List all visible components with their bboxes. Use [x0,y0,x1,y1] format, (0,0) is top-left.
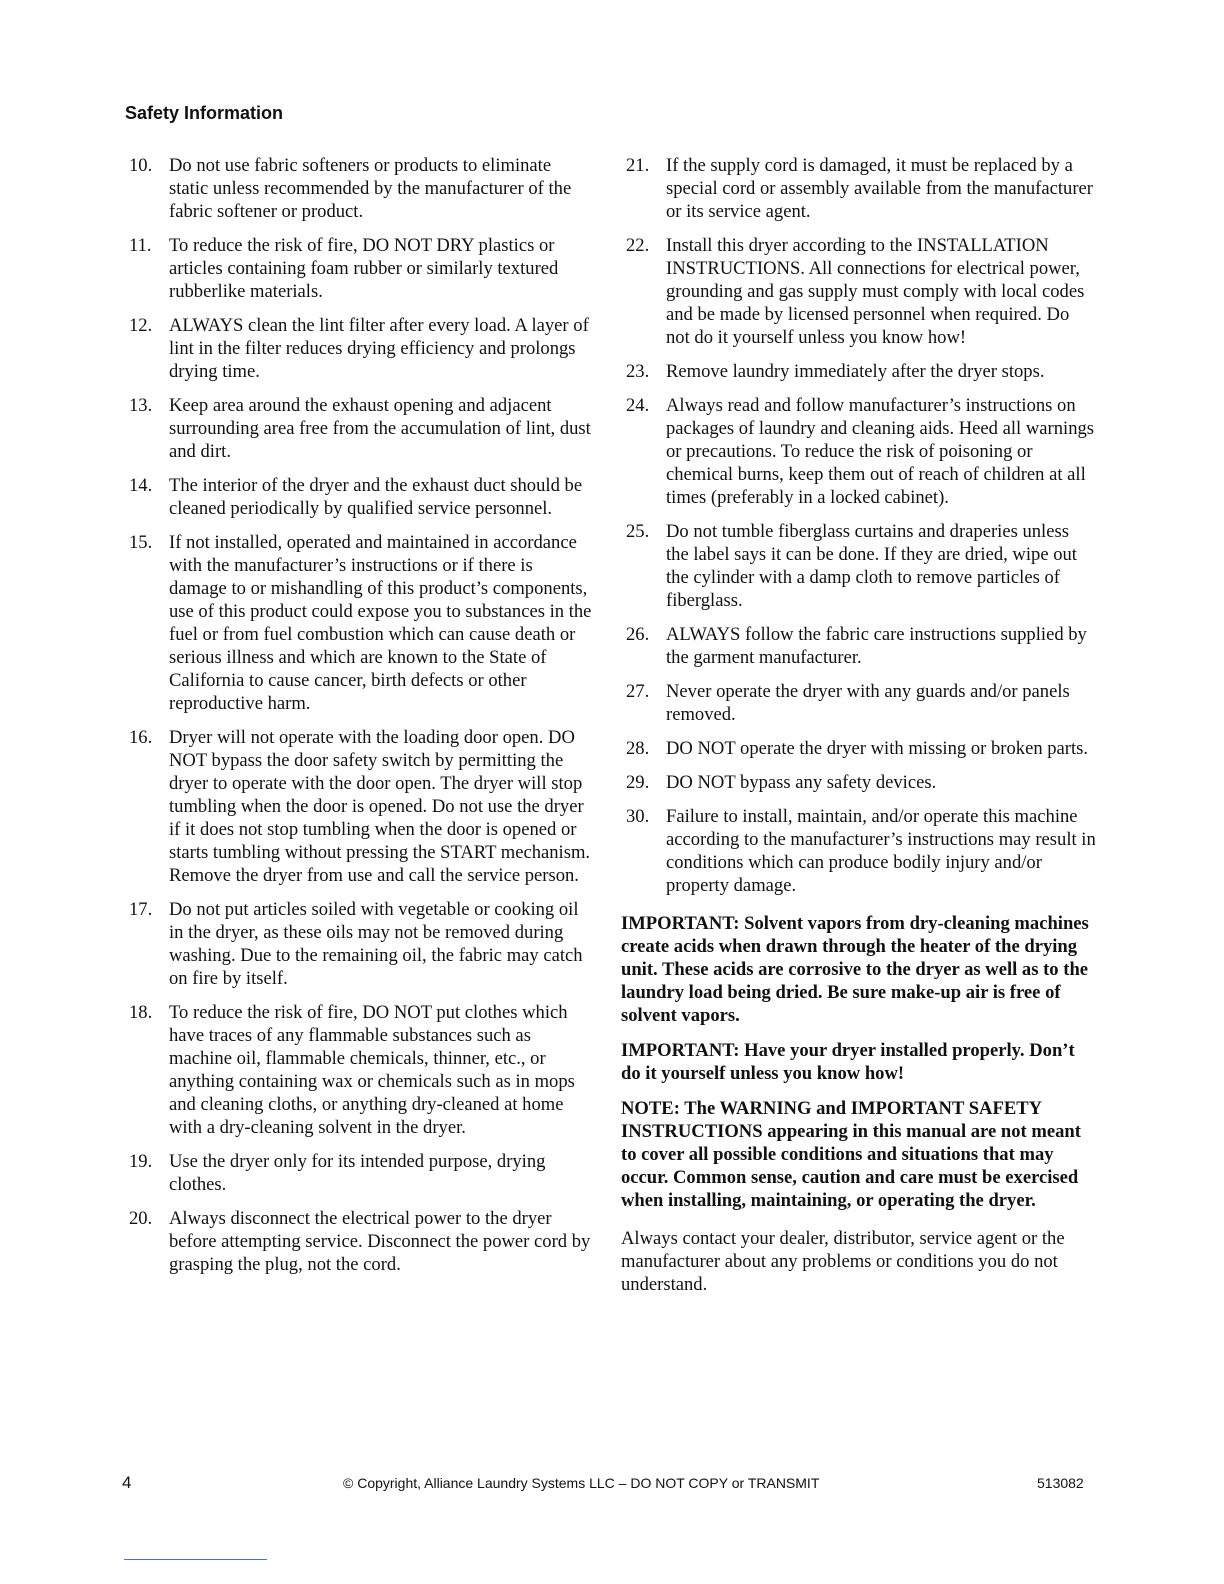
list-item [124,726,594,887]
item-number: 10. [129,155,153,176]
item-number: 24. [626,395,650,416]
item-number: 11. [129,235,152,256]
item-number: 30. [626,806,650,827]
list-item [124,531,594,715]
page-number: 4 [122,1473,132,1492]
item-number: 16. [129,727,153,748]
item-number: 14. [129,475,153,496]
document-number: 513082 [1037,1475,1084,1491]
item-text: Failure to install, maintain, and/or operate this machine according to the manufacturer’s instructions may result in conditions which can produce bodily injury and/or property damage. [666,806,1096,896]
item-number: 13. [129,395,153,416]
item-text: Use the dryer only for its intended purpose, drying clothes. [169,1151,546,1195]
item-number: 26. [626,624,650,645]
list-item [124,1001,594,1139]
item-number: 23. [626,361,650,382]
item-text: Dryer will not operate with the loading door open. DO NOT bypass the door safety switch by permitting the dryer to operate with the door open. The dryer will stop tumbling when the door is opened. Do not use the dryer if it does not stop tumbling when the door is opened or starts tumbling without pressing the START mechanism. Remove the dryer from use and call the service person. [169,727,591,886]
item-text: Remove laundry immediately after the dryer stops. [666,361,1045,382]
list-item [621,680,1096,726]
item-text: The interior of the dryer and the exhaust duct should be cleaned periodically by qualified service personnel. [169,475,583,519]
list-item [124,394,594,463]
item-text: If not installed, operated and maintained in accordance with the manufacturer’s instructions or if there is damage to or mishandling of this product’s components, use of this product could expose you to substances in the fuel or from fuel combustion which can cause death or serious illness and which are known to the State of California to cause cancer, birth defects or other reproductive harm. [169,532,592,714]
list-item [621,737,1096,760]
right-column [621,154,1096,1296]
item-text: If the supply cord is damaged, it must be replaced by a special cord or assembly available from the manufacturer or its service agent. [666,155,1093,222]
item-text: ALWAYS clean the lint filter after every load. A layer of lint in the filter reduces drying efficiency and prolongs drying time. [169,315,589,382]
item-number: 25. [626,521,650,542]
item-text: Keep area around the exhaust opening and adjacent surrounding area free from the accumulation of lint, dust and dirt. [169,395,591,462]
list-item [621,360,1096,383]
list-item [124,474,594,520]
item-number: 15. [129,532,153,553]
safety-note: NOTE: The WARNING and IMPORTANT SAFETY INSTRUCTIONS appearing in this manual are not meant to cover all possible conditions and situations that may occur. Common sense, caution and care must be exercised when installing, maintaining, or operating the dryer. [621,1098,1081,1211]
item-text: ALWAYS follow the fabric care instructions supplied by the garment manufacturer. [666,624,1087,668]
list-item [124,1150,594,1196]
list-item [621,623,1096,669]
important-install-note: IMPORTANT: Have your dryer installed properly. Don’t do it yourself unless you know how! [621,1040,1075,1084]
contact-paragraph: Always contact your dealer, distributor, service agent or the manufacturer about any problems or conditions you do not understand. [621,1228,1065,1295]
item-number: 21. [626,155,650,176]
list-item [124,898,594,990]
list-item [621,154,1096,223]
list-item [124,154,594,223]
item-text: Always read and follow manufacturer’s instructions on packages of laundry and cleaning aids. Heed all warnings or precautions. To reduce the risk of poisoning or chemical burns, keep them out of reach of children at all times (preferably in a locked cabinet). [666,395,1095,508]
item-text: To reduce the risk of fire, DO NOT DRY plastics or articles containing foam rubber or similarly textured rubberlike materials. [169,235,559,302]
item-number: 28. [626,738,650,759]
important-solvent-note: IMPORTANT: Solvent vapors from dry-cleaning machines create acids when drawn through the heater of the drying unit. These acids are corrosive to the dryer as well as to the laundry load being dried. Be sure make-up air is free of solvent vapors. [621,913,1089,1026]
copyright-text: © Copyright, Alliance Laundry Systems LLC – DO NOT COPY or TRANSMIT [343,1475,820,1491]
footer-divider [124,1559,267,1560]
list-item [621,805,1096,897]
item-text: DO NOT operate the dryer with missing or broken parts. [666,738,1089,759]
list-item [124,1207,594,1276]
item-number: 17. [129,899,153,920]
item-text: To reduce the risk of fire, DO NOT put clothes which have traces of any flammable substances such as machine oil, flammable chemicals, thinner, etc., or anything containing wax or chemicals such as in mops and cleaning cloths, or anything dry-cleaned at home with a dry-cleaning solvent in the dryer. [169,1002,575,1138]
list-item [124,234,594,303]
page-title: Safety Information [125,103,284,123]
item-number: 27. [626,681,650,702]
item-text: Always disconnect the electrical power to the dryer before attempting service. Disconnect the power cord by grasping the plug, not the cord. [169,1208,591,1275]
left-column [124,154,594,1287]
item-text: Install this dryer according to the INSTALLATION INSTRUCTIONS. All connections for electrical power, grounding and gas supply must comply with local codes and be made by licensed personnel when required. Do not do it yourself unless you know how! [666,235,1085,348]
item-text: Never operate the dryer with any guards and/or panels removed. [666,681,1070,725]
item-number: 22. [626,235,650,256]
list-item [621,771,1096,794]
list-item [124,314,594,383]
item-number: 29. [626,772,650,793]
item-text: Do not tumble fiberglass curtains and draperies unless the label says it can be done. If they are dried, wipe out the cylinder with a damp cloth to remove particles of fiberglass. [666,521,1077,611]
item-number: 12. [129,315,153,336]
item-text: DO NOT bypass any safety devices. [666,772,937,793]
item-text: Do not put articles soiled with vegetable or cooking oil in the dryer, as these oils may not be removed during washing. Due to the remaining oil, the fabric may catch on fire by itself. [169,899,583,989]
item-number: 19. [129,1151,153,1172]
item-number: 18. [129,1002,153,1023]
list-item [621,520,1096,612]
list-item [621,234,1096,349]
item-text: Do not use fabric softeners or products to eliminate static unless recommended by the manufacturer of the fabric softener or product. [169,155,572,222]
list-item [621,394,1096,509]
item-number: 20. [129,1208,153,1229]
